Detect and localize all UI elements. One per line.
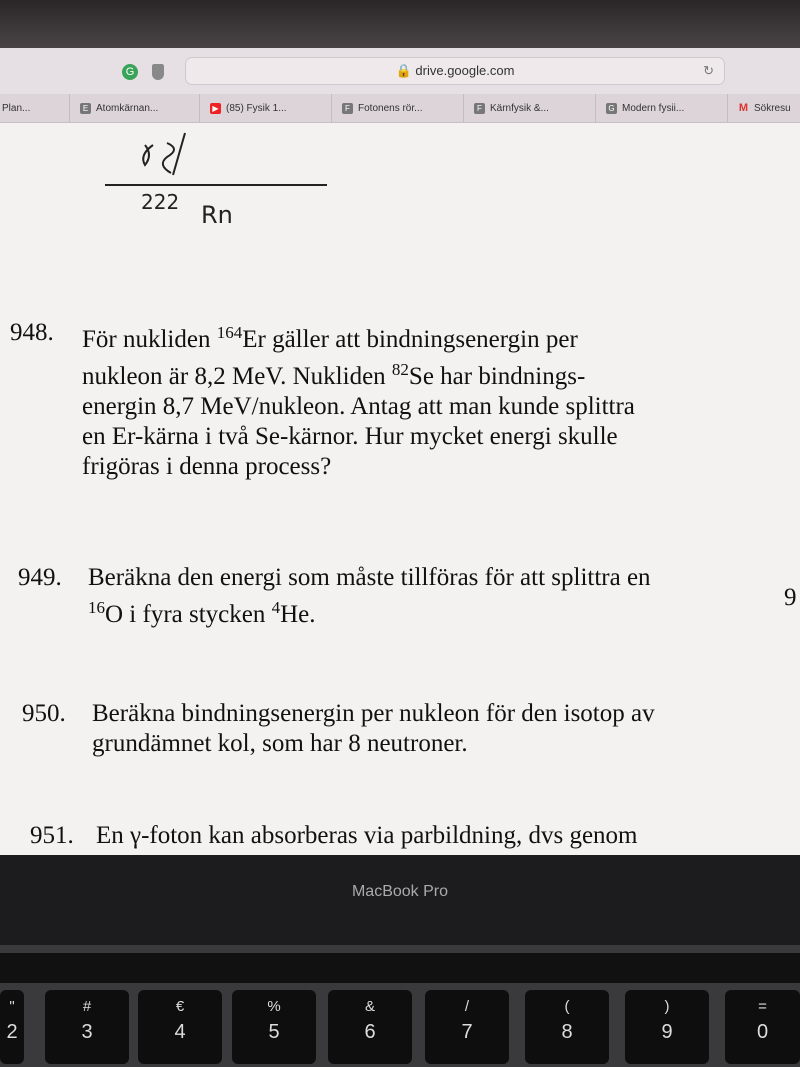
problem-number: 948. bbox=[10, 319, 54, 346]
youtube-icon: ▶ bbox=[210, 103, 221, 114]
key-symbol: % bbox=[267, 998, 281, 1015]
key-symbol: = bbox=[758, 998, 767, 1015]
text: frigöras i denna process? bbox=[82, 453, 332, 480]
key-9[interactable] bbox=[625, 990, 709, 1064]
text: nukleon är 8,2 MeV. Nukliden bbox=[82, 363, 392, 390]
problem-949 bbox=[18, 563, 651, 628]
key-symbol: ) bbox=[664, 998, 670, 1015]
key-digit: 2 bbox=[6, 1021, 18, 1043]
laptop-model-label: MacBook Pro bbox=[351, 883, 449, 900]
problem-951 bbox=[30, 821, 638, 851]
tab-label: Atomkärnan... bbox=[96, 102, 159, 114]
lock-icon: 🔒 bbox=[395, 63, 412, 78]
key-digit: 6 bbox=[364, 1021, 376, 1043]
f-favicon-icon: F bbox=[342, 103, 353, 114]
key-2[interactable] bbox=[0, 990, 24, 1064]
shield-icon[interactable] bbox=[152, 64, 164, 80]
address-bar[interactable] bbox=[185, 57, 725, 85]
key-4[interactable] bbox=[138, 990, 222, 1064]
text: grundämnet kol, som har 8 neutroner. bbox=[92, 730, 468, 757]
key-0[interactable] bbox=[725, 990, 800, 1064]
touch-bar[interactable] bbox=[0, 953, 800, 983]
key-7[interactable] bbox=[425, 990, 509, 1064]
text: Er gäller att bindningsenergin per bbox=[242, 326, 578, 353]
text: He. bbox=[280, 601, 316, 628]
problem-number: 950. bbox=[22, 700, 66, 727]
text: O i fyra stycken bbox=[105, 601, 272, 628]
key-3[interactable] bbox=[45, 990, 129, 1064]
bookmarks-bar bbox=[0, 94, 800, 123]
tab-label: Sökresu bbox=[754, 102, 791, 114]
key-digit: 0 bbox=[756, 1021, 769, 1043]
gmail-icon: M bbox=[738, 101, 749, 114]
problem-number: 951. bbox=[30, 822, 74, 849]
laptop-bezel bbox=[0, 855, 800, 945]
mass-number: 16 bbox=[88, 598, 105, 617]
problem-number: 949. bbox=[18, 564, 62, 591]
key-symbol: " bbox=[9, 998, 15, 1015]
f-favicon-icon: F bbox=[474, 103, 485, 114]
key-digit: 8 bbox=[561, 1021, 573, 1043]
tab-youtube[interactable] bbox=[200, 94, 332, 122]
problem-948 bbox=[10, 318, 635, 480]
tab-karnfysik[interactable] bbox=[464, 94, 596, 122]
nuclide-mass: 222 bbox=[141, 190, 180, 214]
tab-label: Kärnfysik &... bbox=[490, 102, 549, 114]
tab-label: Modern fysii... bbox=[622, 102, 685, 114]
key-symbol: € bbox=[175, 998, 185, 1015]
tab-gmail[interactable] bbox=[728, 94, 800, 122]
text: en Er-kärna i två Se-kärnor. Hur mycket energi skulle bbox=[82, 423, 618, 450]
key-symbol: # bbox=[82, 998, 92, 1015]
key-symbol: & bbox=[364, 998, 375, 1015]
mass-number: 82 bbox=[391, 360, 409, 379]
grammarly-icon[interactable]: G bbox=[122, 64, 138, 80]
tab-label: (85) Fysik 1... bbox=[226, 102, 287, 114]
key-digit: 9 bbox=[661, 1021, 673, 1043]
key-symbol: ( bbox=[564, 998, 570, 1015]
tab-label: Fotonens rör... bbox=[358, 102, 423, 114]
key-digit: 4 bbox=[174, 1021, 186, 1043]
text: Beräkna bindningsenergin per nukleon för den isotop av bbox=[92, 700, 655, 727]
problem-950 bbox=[22, 699, 655, 757]
screen-top-bezel bbox=[0, 0, 800, 48]
key-digit: 5 bbox=[268, 1021, 280, 1043]
keyboard bbox=[0, 945, 800, 1067]
key-6[interactable] bbox=[328, 990, 412, 1064]
tab-atomkarnan[interactable] bbox=[70, 94, 200, 122]
key-5[interactable] bbox=[232, 990, 316, 1064]
key-symbol: / bbox=[464, 998, 470, 1015]
text: En γ-foton kan absorberas via parbildning, dvs genom bbox=[96, 822, 638, 849]
text: Beräkna den energi som måste tillföras för att splittra en bbox=[88, 564, 651, 591]
tab-modern-fysik[interactable] bbox=[596, 94, 728, 122]
decay-diagram-sketch bbox=[105, 123, 335, 233]
e-favicon-icon: E bbox=[80, 103, 91, 114]
margin-number: 9 bbox=[784, 584, 797, 611]
tab-plan[interactable] bbox=[0, 94, 70, 122]
browser-toolbar bbox=[0, 48, 800, 94]
nuclide-symbol: Rn bbox=[201, 201, 233, 229]
key-digit: 7 bbox=[461, 1021, 473, 1043]
g-favicon-icon: G bbox=[606, 103, 617, 114]
tab-fotonens[interactable] bbox=[332, 94, 464, 122]
url-text: drive.google.com bbox=[415, 63, 515, 78]
tab-label: Plan... bbox=[2, 102, 31, 114]
mass-number: 164 bbox=[216, 323, 243, 342]
mass-number: 4 bbox=[271, 598, 281, 617]
reload-icon[interactable]: ↻ bbox=[703, 63, 714, 78]
key-digit: 3 bbox=[81, 1021, 93, 1043]
document-page bbox=[0, 123, 800, 855]
text: energin 8,7 MeV/nukleon. Antag att man kunde splittra bbox=[82, 393, 635, 420]
text: För nukliden bbox=[82, 326, 217, 353]
key-8[interactable] bbox=[525, 990, 609, 1064]
text: Se har bindnings- bbox=[408, 363, 586, 390]
